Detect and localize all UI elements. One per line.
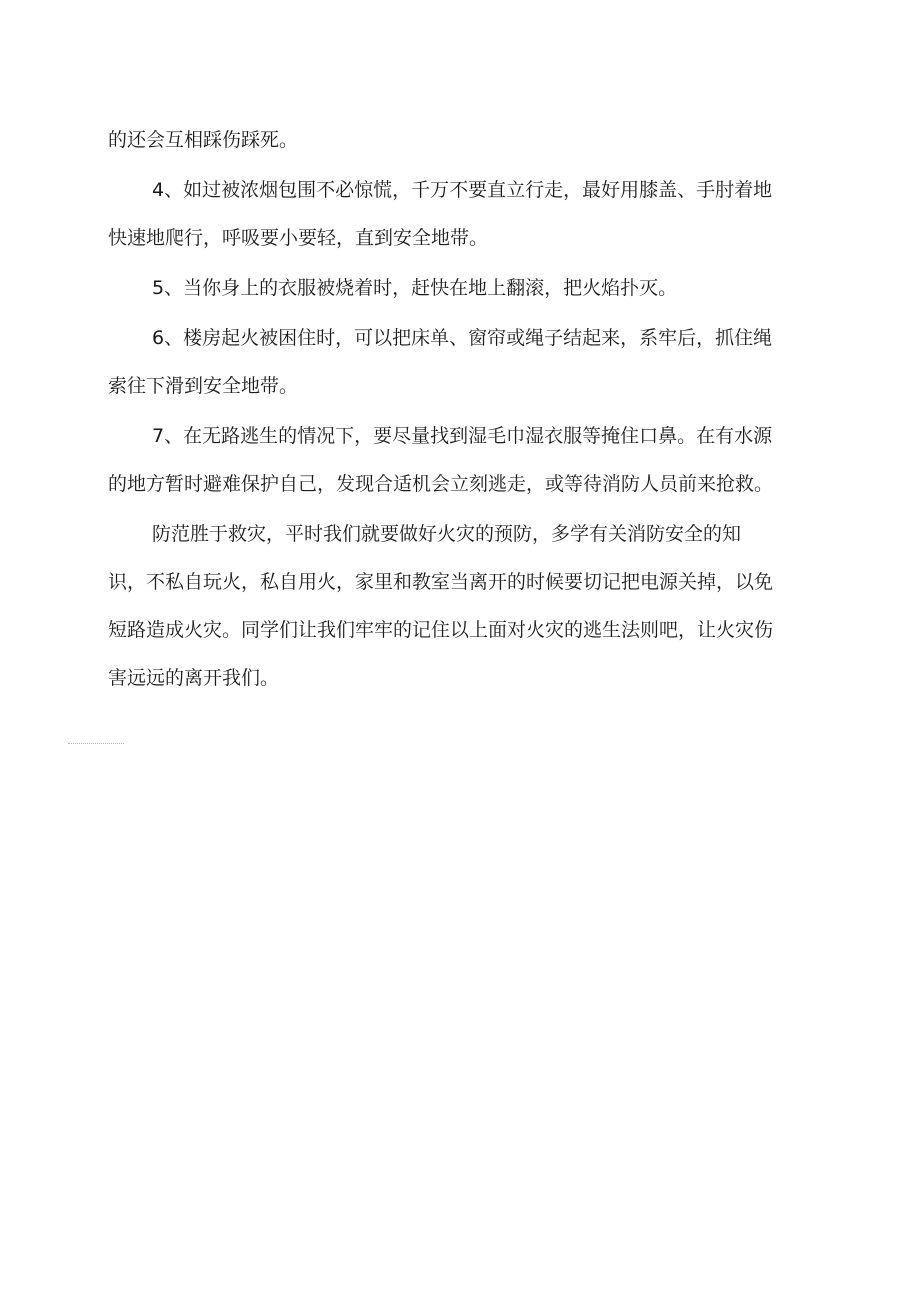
paragraph-conclusion: 防范胜于救灾，平时我们就要做好火灾的预防，多学有关消防安全的知识，不私自玩火，私自用火，家里和教室当离开的时候要切记把电源关掉，以免短路造成火灾。同学们让我们牢牢的记住以上面对火灾的逃生法则吧，让火灾伤害远远的离开我们。 [108,523,774,689]
paragraph-continuation: 的还会互相踩伤踩死。 [108,129,299,151]
paragraph-item-4: 4、如过被浓烟包围不必惊慌，千万不要直立行走，最好用膝盖、手肘着地快速地爬行，呼吸要小要轻，直到安全地带。 [108,179,773,249]
paragraph-item-5: 5、当你身上的衣服被烧着时，赶快在地上翻滚，把火焰扑灭。 [152,277,678,299]
document-body [108,116,776,702]
paragraph-item-6: 6、楼房起火被困住时，可以把床单、窗帘或绳子结起来，系牢后，抓住绳索往下滑到安全地带。 [108,327,773,397]
footnote-divider [68,743,124,744]
paragraph-item-7: 7、在无路逃生的情况下，要尽量找到湿毛巾湿衣服等掩住口鼻。在有水源的地方暂时避难保护自己，发现合适机会立刻逃走，或等待消防人员前来抢救。 [108,425,774,495]
